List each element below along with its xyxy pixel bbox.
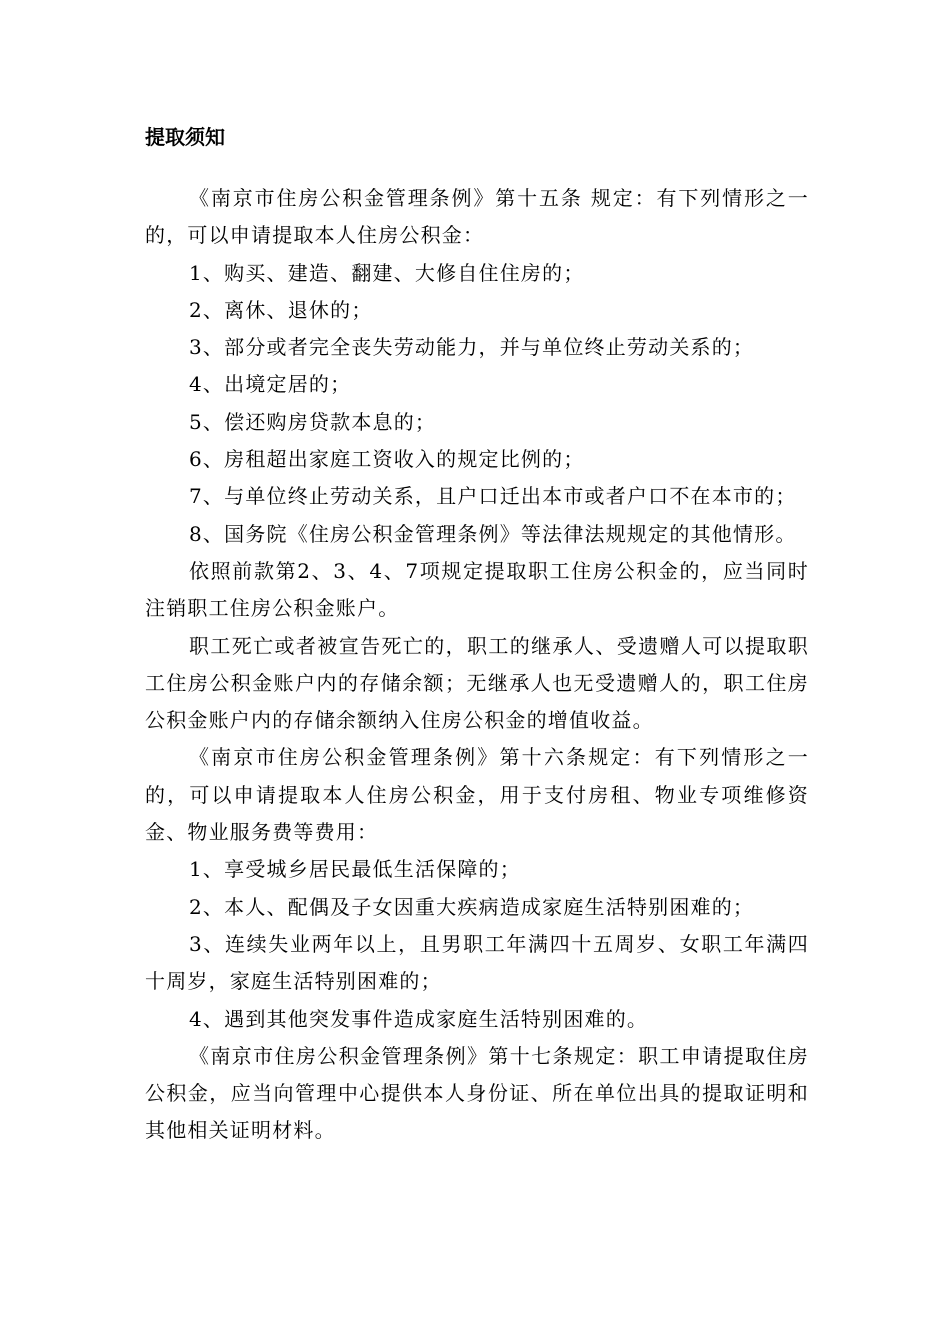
paragraph: 职工死亡或者被宣告死亡的，职工的继承人、受遗赠人可以提取职工住房公积金账户内的存储余额；无继承人也无受遗赠人的，职工住房公积金账户内的存储余额纳入住房公积金的增值收益。	[145, 633, 809, 733]
list-item: 1、享受城乡居民最低生活保障的；	[189, 857, 521, 882]
list-item: 5、偿还购房贷款本息的；	[189, 409, 437, 434]
list-item: 6、房租超出家庭工资收入的规定比例的；	[189, 447, 585, 472]
list-item: 4、出境定居的；	[189, 372, 352, 397]
paragraph: 《南京市住房公积金管理条例》第十七条规定：职工申请提取住房公积金，应当向管理中心提供本人身份证、所在单位出具的提取证明和其他相关证明材料。	[145, 1043, 809, 1143]
list-item: 1、购买、建造、翻建、大修自住住房的；	[189, 260, 585, 285]
paragraph: 《南京市住房公积金管理条例》第十五条 规定：有下列情形之一的，可以申请提取本人住房公积金：	[145, 186, 809, 248]
paragraph: 依照前款第2、3、4、7项规定提取职工住房公积金的，应当同时注销职工住房公积金账户。	[145, 558, 809, 621]
document-body	[145, 180, 809, 1150]
paragraph: 《南京市住房公积金管理条例》第十六条规定：有下列情形之一的，可以申请提取本人住房公积金，用于支付房租、物业专项维修资金、物业服务费等费用：	[145, 745, 809, 845]
list-item: 2、离休、退休的；	[189, 297, 373, 322]
list-item: 8、国务院《住房公积金管理条例》等法律法规规定的其他情形。	[189, 521, 797, 546]
list-item: 3、部分或者完全丧失劳动能力，并与单位终止劳动关系的；	[189, 335, 755, 360]
list-item: 7、与单位终止劳动关系，且户口迁出本市或者户口不在本市的；	[189, 484, 797, 509]
list-item: 2、本人、配偶及子女因重大疾病造成家庭生活特别困难的；	[189, 894, 755, 919]
list-item: 4、遇到其他突发事件造成家庭生活特别困难的。	[189, 1006, 649, 1031]
list-item: 3、连续失业两年以上，且男职工年满四十五周岁、女职工年满四十周岁，家庭生活特别困难的；	[145, 931, 809, 994]
document-title: 提取须知	[145, 125, 225, 149]
